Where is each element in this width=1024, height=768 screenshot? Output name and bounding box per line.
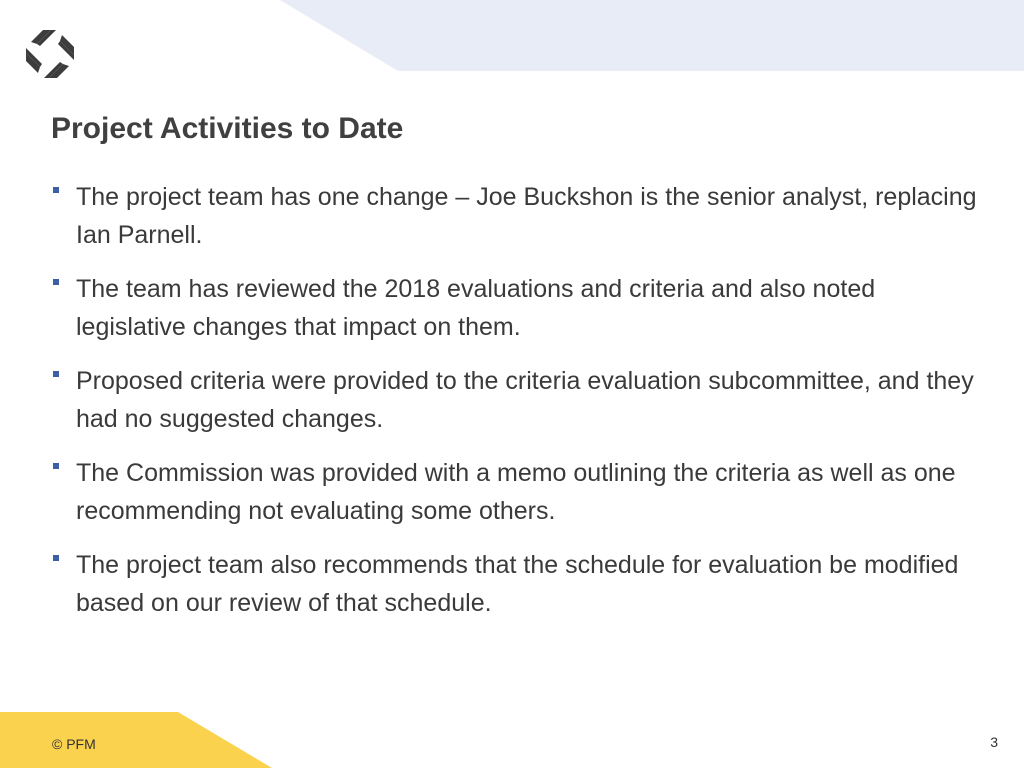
square-bullet-icon — [53, 187, 59, 193]
bullet-list — [51, 178, 981, 638]
bullet-item — [51, 178, 981, 254]
square-bullet-icon — [53, 371, 59, 377]
top-band-shape — [280, 0, 1024, 71]
square-bullet-icon — [53, 279, 59, 285]
page-number: 3 — [990, 734, 998, 750]
bullet-text: The team has reviewed the 2018 evaluations and criteria and also noted legislative changes that impact on them. — [76, 275, 876, 341]
footer-copyright: © PFM — [52, 736, 96, 752]
bullet-item — [51, 454, 981, 530]
bullet-item — [51, 270, 981, 346]
bullet-item — [51, 546, 981, 622]
bullet-text: The project team has one change – Joe Buckshon is the senior analyst, replacing Ian Parnell. — [76, 183, 977, 249]
bullet-item — [51, 362, 981, 438]
bottom-band-shape — [0, 712, 272, 768]
pfm-logo-icon — [23, 27, 77, 81]
square-bullet-icon — [53, 555, 59, 561]
slide-title: Project Activities to Date — [51, 112, 404, 145]
bullet-text: The Commission was provided with a memo outlining the criteria as well as one recommending not evaluating some others. — [76, 459, 956, 525]
bullet-text: Proposed criteria were provided to the criteria evaluation subcommittee, and they had no suggested changes. — [76, 367, 974, 433]
bullet-text: The project team also recommends that the schedule for evaluation be modified based on our review of that schedule. — [76, 551, 959, 617]
square-bullet-icon — [53, 463, 59, 469]
